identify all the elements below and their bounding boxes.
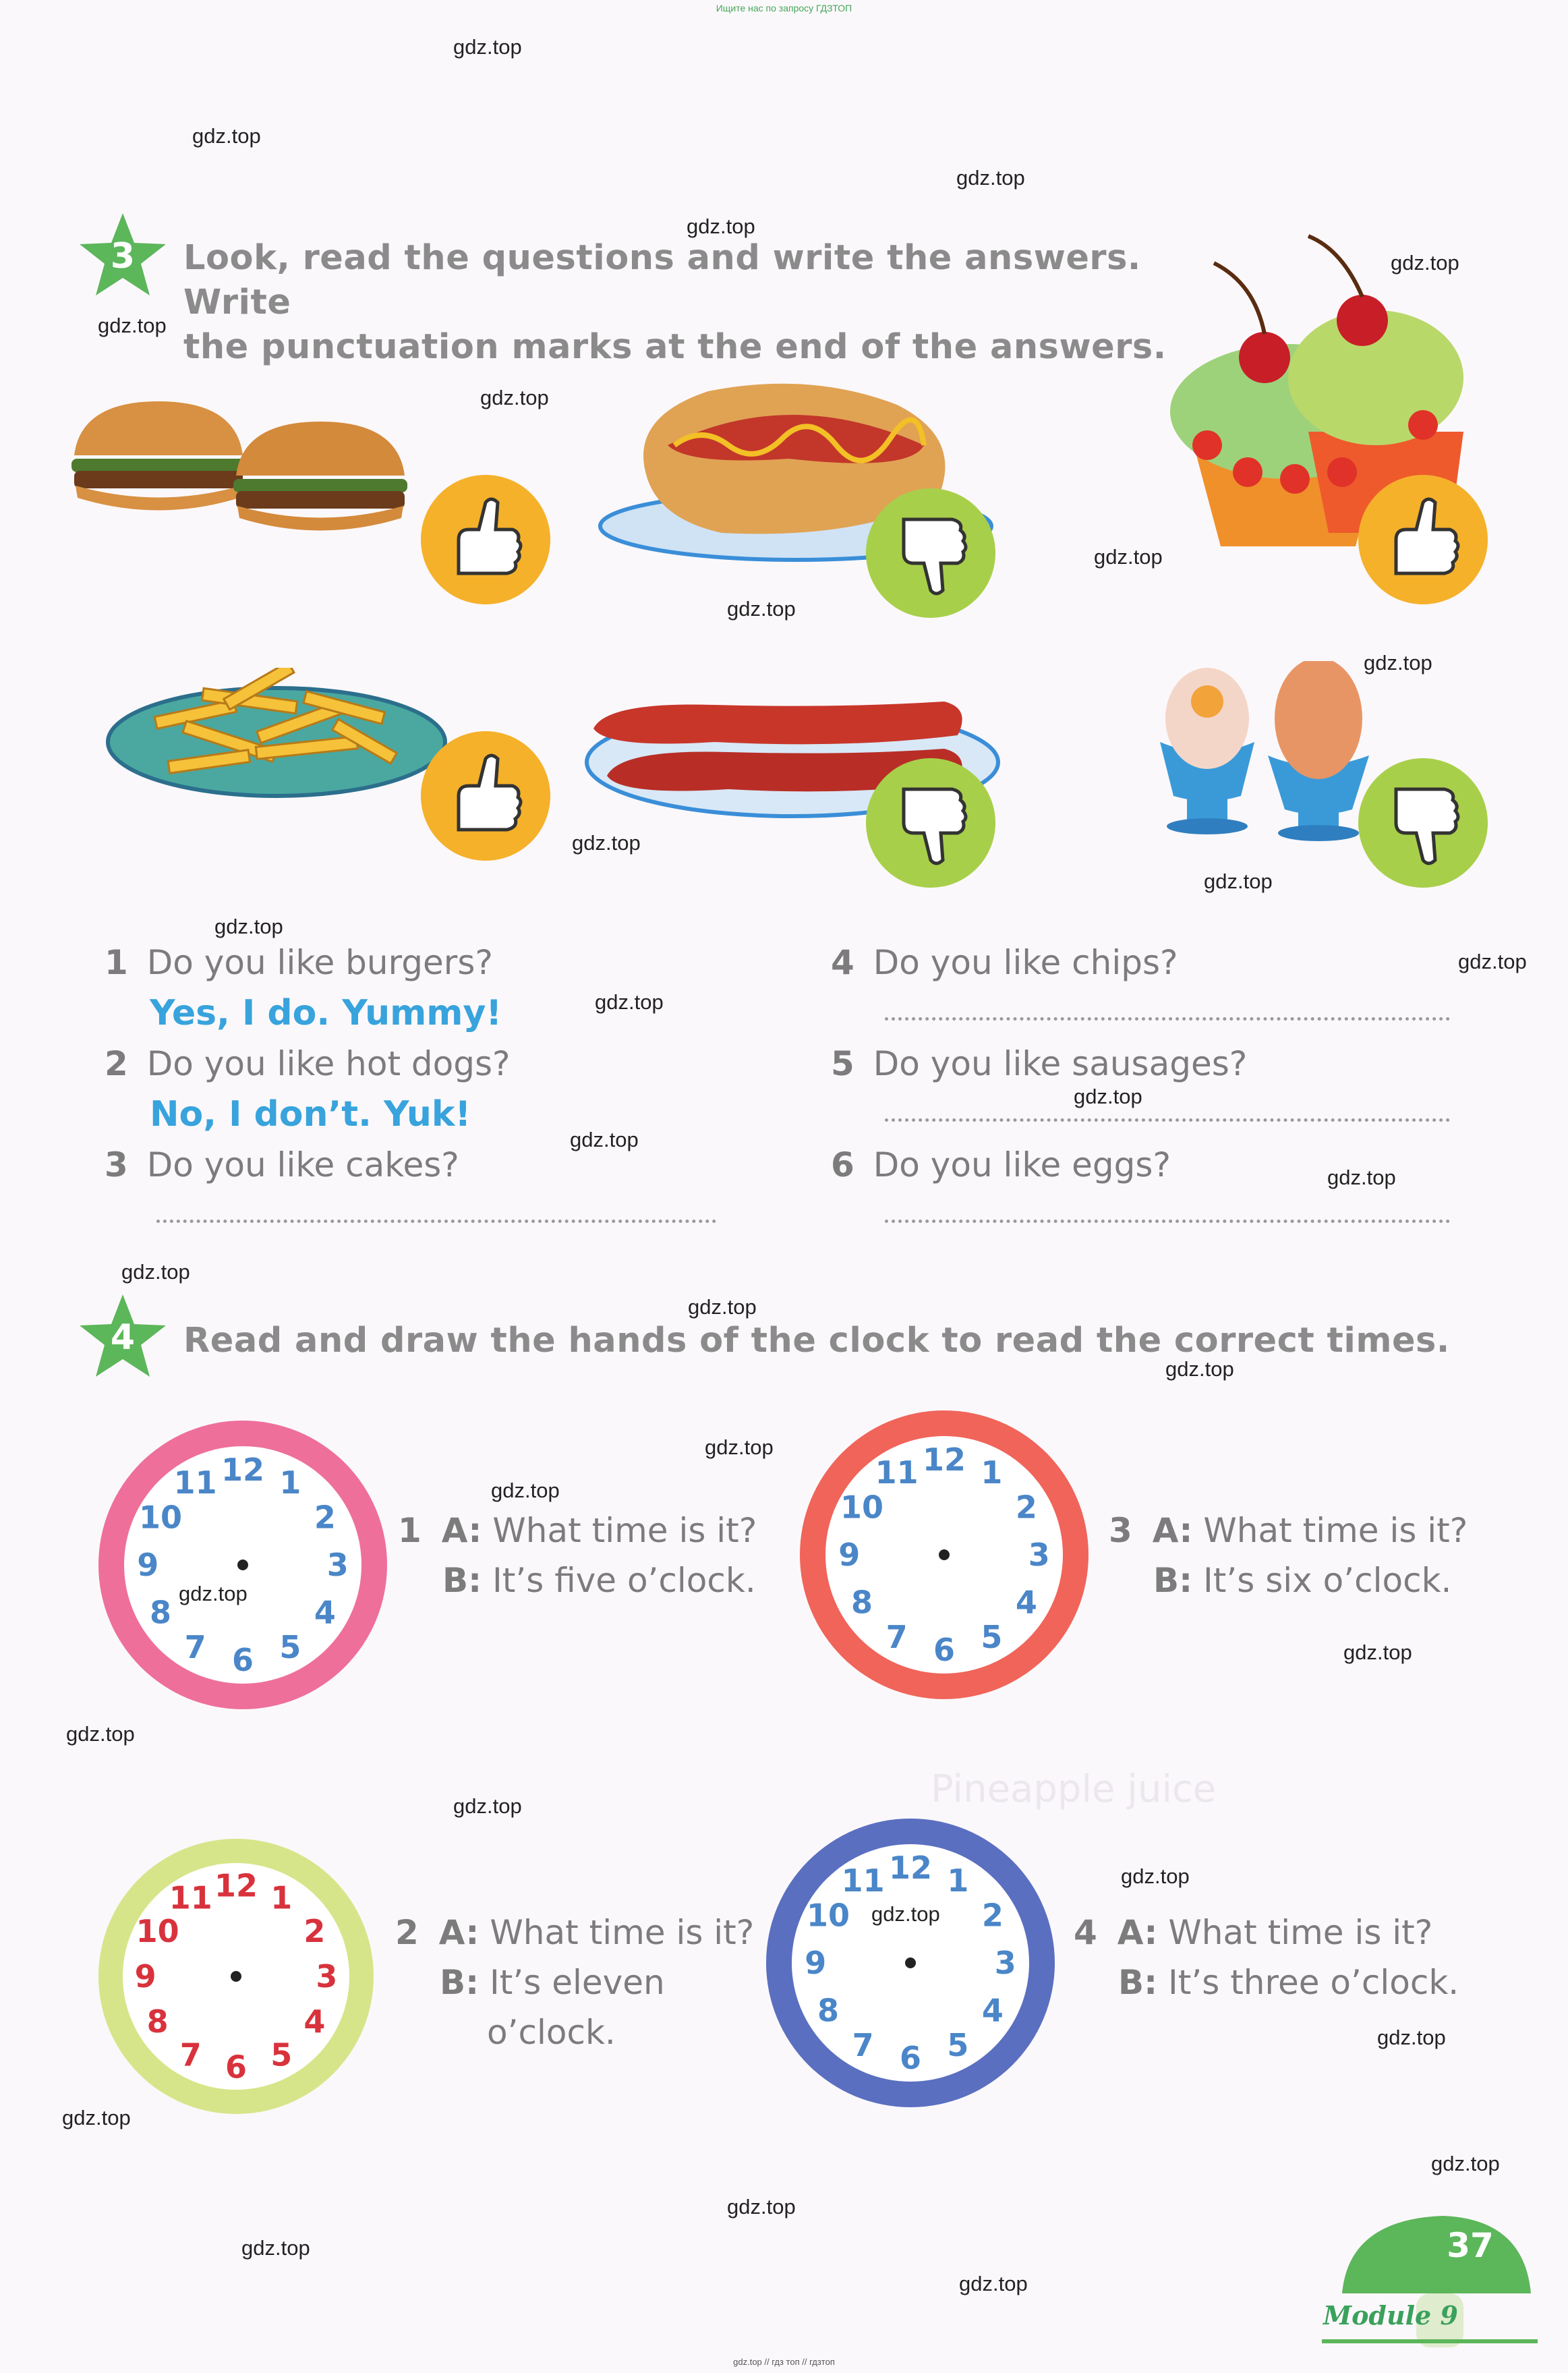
- clock-numeral: 1: [279, 1464, 301, 1502]
- watermark: gdz.top: [491, 1479, 560, 1502]
- watermark: gdz.top: [727, 2195, 796, 2219]
- hot-dogs-thumbs-down-icon: [863, 486, 998, 621]
- clock-numeral: 2: [303, 1912, 326, 1949]
- watermark: gdz.top: [572, 831, 641, 855]
- dialogue-3-num: 3: [1109, 1511, 1132, 1550]
- dialogue-4-num: 4: [1074, 1913, 1097, 1952]
- clock-numeral: 12: [922, 1441, 966, 1479]
- clock-numeral: 8: [146, 2003, 169, 2040]
- watermark: gdz.top: [241, 2236, 310, 2260]
- clock-numeral: 4: [1015, 1584, 1037, 1621]
- chips-picture: [101, 668, 452, 816]
- clock-numeral: 3: [994, 1945, 1016, 1981]
- watermark: gdz.top: [1431, 2152, 1500, 2175]
- clock-numeral: 3: [316, 1958, 338, 1995]
- cakes-thumbs-up-icon: [1356, 472, 1490, 607]
- watermark: gdz.top: [595, 990, 664, 1014]
- watermark: gdz.top: [214, 915, 283, 938]
- watermark: gdz.top: [1458, 950, 1527, 973]
- watermark: gdz.top: [688, 1295, 757, 1319]
- answer-3-line[interactable]: [156, 1220, 716, 1223]
- answer-5-line[interactable]: [885, 1118, 1450, 1122]
- clock-numeral: 3: [1028, 1537, 1050, 1573]
- watermark: gdz.top: [453, 1794, 522, 1818]
- clock-numeral: 4: [303, 2003, 326, 2040]
- watermark: gdz.top: [727, 597, 796, 621]
- clock-numeral: 6: [933, 1631, 956, 1668]
- answer-1: Yes, I do. Yummy!: [150, 993, 502, 1033]
- exercise-3-instruction-line2: the punctuation marks at the end of the answers.: [183, 327, 1167, 367]
- clock-numeral: 7: [885, 1618, 908, 1655]
- clock-2[interactable]: [94, 1835, 378, 2118]
- watermark: gdz.top: [1094, 545, 1163, 569]
- clock-numeral: 9: [134, 1958, 156, 1995]
- watermark: gdz.top: [66, 1722, 135, 1746]
- clock-numeral: 7: [852, 2026, 874, 2063]
- exercise-4-number: 4: [110, 1317, 136, 1358]
- watermark: gdz.top: [453, 35, 522, 59]
- page-number: 37: [1447, 2226, 1494, 2265]
- clock-numeral: 11: [875, 1454, 919, 1491]
- watermark: gdz.top: [1391, 251, 1459, 275]
- clock-numeral: 5: [981, 1618, 1003, 1655]
- clock-face[interactable]: [94, 1417, 391, 1713]
- clock-numeral: 6: [225, 2049, 248, 2086]
- bottom-note: gdz.top // гдз топ // гдзтоп: [733, 2357, 835, 2367]
- watermark: gdz.top: [1343, 1640, 1412, 1664]
- watermark: gdz.top: [1074, 1085, 1142, 1108]
- eggs-picture: [1146, 661, 1376, 850]
- clock-numeral: 10: [139, 1499, 183, 1536]
- question-5: 5 Do you like sausages?: [831, 1044, 1248, 1083]
- clock-numeral: 8: [150, 1594, 172, 1631]
- watermark: gdz.top: [687, 215, 755, 238]
- clock-numeral: 11: [169, 1879, 212, 1916]
- watermark: gdz.top: [480, 386, 549, 409]
- clock-numeral: 12: [888, 1850, 933, 1887]
- clock-center-dot: [231, 1971, 241, 1982]
- watermark: gdz.top: [956, 166, 1025, 190]
- watermark: gdz.top: [871, 1902, 940, 1926]
- question-6: 6 Do you like eggs?: [831, 1145, 1171, 1184]
- watermark: gdz.top: [1204, 869, 1273, 893]
- clock-numeral: 11: [173, 1464, 217, 1502]
- watermark: gdz.top: [1121, 1864, 1190, 1888]
- clock-numeral: 2: [1015, 1489, 1037, 1526]
- question-4: 4 Do you like chips?: [831, 943, 1178, 982]
- watermark: gdz.top: [1165, 1357, 1234, 1381]
- question-3: 3 Do you like cakes?: [105, 1145, 459, 1184]
- clock-center-dot: [905, 1957, 916, 1968]
- clock-numeral: 9: [805, 1945, 827, 1981]
- clock-numeral: 4: [981, 1992, 1004, 2029]
- question-2: 2 Do you like hot dogs?: [105, 1044, 511, 1083]
- clock-numeral: 1: [981, 1454, 1003, 1491]
- clock-numeral: 12: [221, 1452, 265, 1489]
- clock-face[interactable]: [762, 1814, 1059, 2111]
- clock-numeral: 1: [947, 1862, 969, 1899]
- watermark: gdz.top: [1377, 2026, 1446, 2049]
- clock-numeral: 4: [314, 1594, 336, 1631]
- clock-center-dot: [939, 1549, 950, 1560]
- clock-numeral: 11: [841, 1862, 885, 1899]
- answer-4-line[interactable]: [885, 1017, 1450, 1021]
- clock-numeral: 8: [817, 1992, 840, 2029]
- clock-numeral: 1: [270, 1879, 293, 1916]
- clock-4[interactable]: [762, 1814, 1059, 2111]
- clock-numeral: 10: [840, 1489, 884, 1526]
- burgers-thumbs-up-icon: [418, 472, 553, 607]
- watermark: gdz.top: [1327, 1166, 1396, 1189]
- watermark: gdz.top: [570, 1128, 639, 1151]
- watermark: gdz.top: [121, 1260, 190, 1284]
- top-note: Ищите нас по запросу ГДЗТОП: [716, 3, 852, 13]
- watermark: gdz.top: [98, 314, 167, 337]
- sausages-thumbs-down-icon: [863, 755, 998, 890]
- clock-numeral: 5: [279, 1628, 301, 1665]
- clock-numeral: 5: [947, 2026, 969, 2063]
- chips-thumbs-up-icon: [418, 728, 553, 863]
- clock-1[interactable]: [94, 1417, 391, 1713]
- watermark: gdz.top: [192, 124, 261, 148]
- answer-2: No, I don’t. Yuk!: [150, 1094, 471, 1135]
- answer-6-line[interactable]: [885, 1220, 1450, 1223]
- module-label: Module 9: [1323, 2300, 1458, 2331]
- clock-numeral: 10: [136, 1912, 179, 1949]
- dialogue-2-num: 2: [395, 1913, 419, 1952]
- watermark: gdz.top: [705, 1435, 774, 1459]
- question-1: 1 Do you like burgers?: [105, 943, 493, 982]
- watermark: gdz.top: [62, 2106, 131, 2129]
- clock-numeral: 12: [214, 1867, 258, 1904]
- dialogue-1-num: 1: [398, 1511, 422, 1550]
- exercise-3-number: 3: [110, 236, 136, 277]
- clock-numeral: 10: [807, 1897, 850, 1934]
- clock-face[interactable]: [796, 1406, 1093, 1703]
- clock-3[interactable]: [796, 1406, 1093, 1703]
- clock-numeral: 7: [184, 1628, 206, 1665]
- watermark: gdz.top: [179, 1582, 248, 1605]
- exercise-4-instruction: Read and draw the hands of the clock to read the correct times.: [183, 1321, 1450, 1361]
- clock-numeral: 5: [270, 2036, 293, 2074]
- dialogue-1: 1 A: What time is it? B: It’s five o’clock.: [398, 1511, 757, 1600]
- clock-numeral: 9: [838, 1537, 861, 1573]
- clock-numeral: 9: [137, 1547, 159, 1583]
- dialogue-4: 4 A: What time is it? B: It’s three o’clock.: [1074, 1913, 1459, 2002]
- clock-face[interactable]: [94, 1835, 378, 2118]
- eggs-thumbs-down-icon: [1356, 755, 1490, 890]
- clock-center-dot: [237, 1560, 248, 1570]
- watermark: gdz.top: [1364, 651, 1432, 675]
- dialogue-2: 2 A: What time is it? B: It’s eleven o’clock.: [395, 1913, 755, 2052]
- clock-numeral: 6: [899, 2039, 922, 2076]
- clock-numeral: 3: [326, 1547, 349, 1583]
- clock-numeral: 6: [231, 1641, 254, 1678]
- watermark: gdz.top: [959, 2272, 1028, 2295]
- dialogue-3: 3 A: What time is it? B: It’s six o’clock.: [1109, 1511, 1468, 1600]
- clock-numeral: 7: [179, 2036, 202, 2074]
- burgers-picture: [67, 391, 445, 540]
- show-through-text: Pineapple juice: [931, 1767, 1217, 1811]
- clock-numeral: 2: [981, 1897, 1004, 1934]
- exercise-3-instruction-line1: Look, read the questions and write the answers. Write: [183, 238, 1141, 322]
- clock-numeral: 2: [314, 1499, 336, 1536]
- clock-numeral: 8: [851, 1584, 873, 1621]
